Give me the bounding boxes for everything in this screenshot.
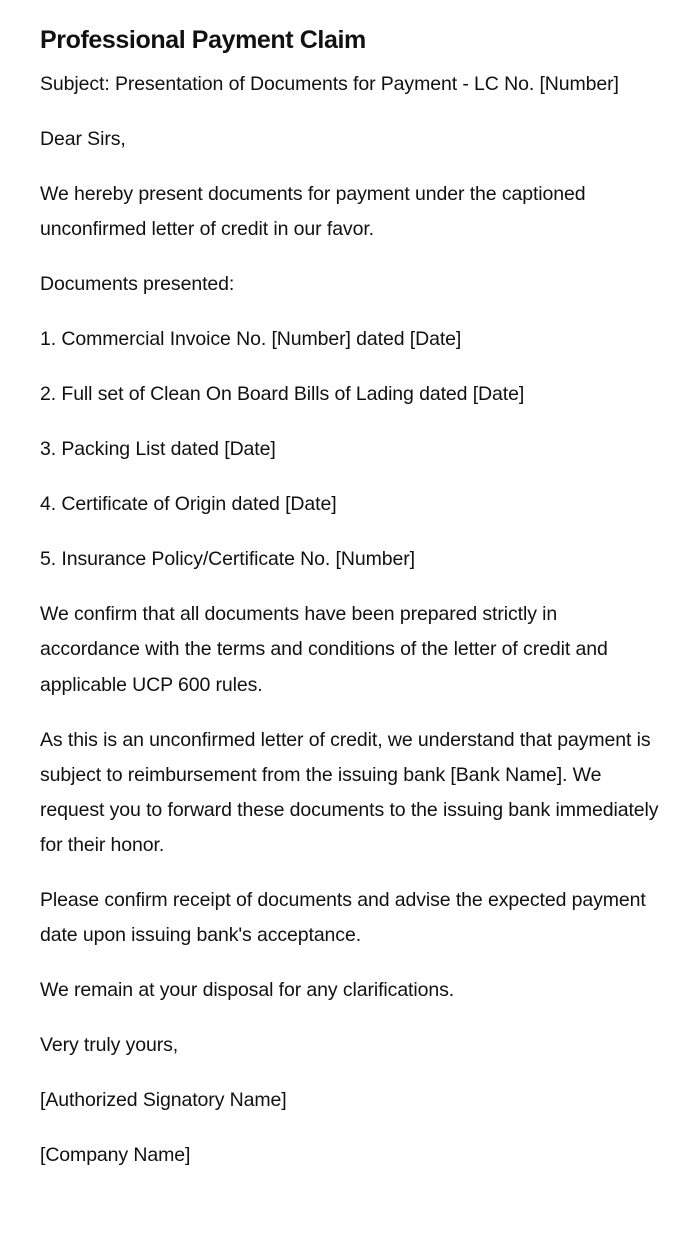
document-list-item: 3. Packing List dated [Date] — [40, 438, 276, 461]
document-list-item: 1. Commercial Invoice No. [Number] dated [Date] — [40, 328, 462, 351]
reimbursement-paragraph: As this is an unconfirmed letter of credit, we understand that payment is subject to reimbursement from the issuing bank [Bank Name]. We request you to forward these documents to the issuing bank immediately for their honor. — [40, 728, 659, 857]
disposal-paragraph: We remain at your disposal for any clarifications. — [40, 979, 455, 1002]
document-title: Professional Payment Claim — [40, 26, 366, 54]
intro-paragraph: We hereby present documents for payment under the captioned unconfirmed letter of credit in our favor. — [40, 183, 586, 241]
document-list-item: 5. Insurance Policy/Certificate No. [Number] — [40, 548, 415, 571]
document-list-item: 4. Certificate of Origin dated [Date] — [40, 493, 337, 516]
company-name: [Company Name] — [40, 1144, 191, 1167]
subject-line: Subject: Presentation of Documents for Payment - LC No. [Number] — [40, 73, 619, 95]
documents-heading: Documents presented: — [40, 273, 235, 296]
confirmation-paragraph: We confirm that all documents have been prepared strictly in accordance with the terms and conditions of the letter of credit and applicable UCP 600 rules. — [40, 603, 608, 696]
signatory-name: [Authorized Signatory Name] — [40, 1089, 287, 1112]
closing: Very truly yours, — [40, 1034, 179, 1057]
request-paragraph: Please confirm receipt of documents and advise the expected payment date upon issuing bank's acceptance. — [40, 889, 646, 947]
salutation: Dear Sirs, — [40, 128, 126, 150]
document-list-item: 2. Full set of Clean On Board Bills of Lading dated [Date] — [40, 383, 525, 406]
